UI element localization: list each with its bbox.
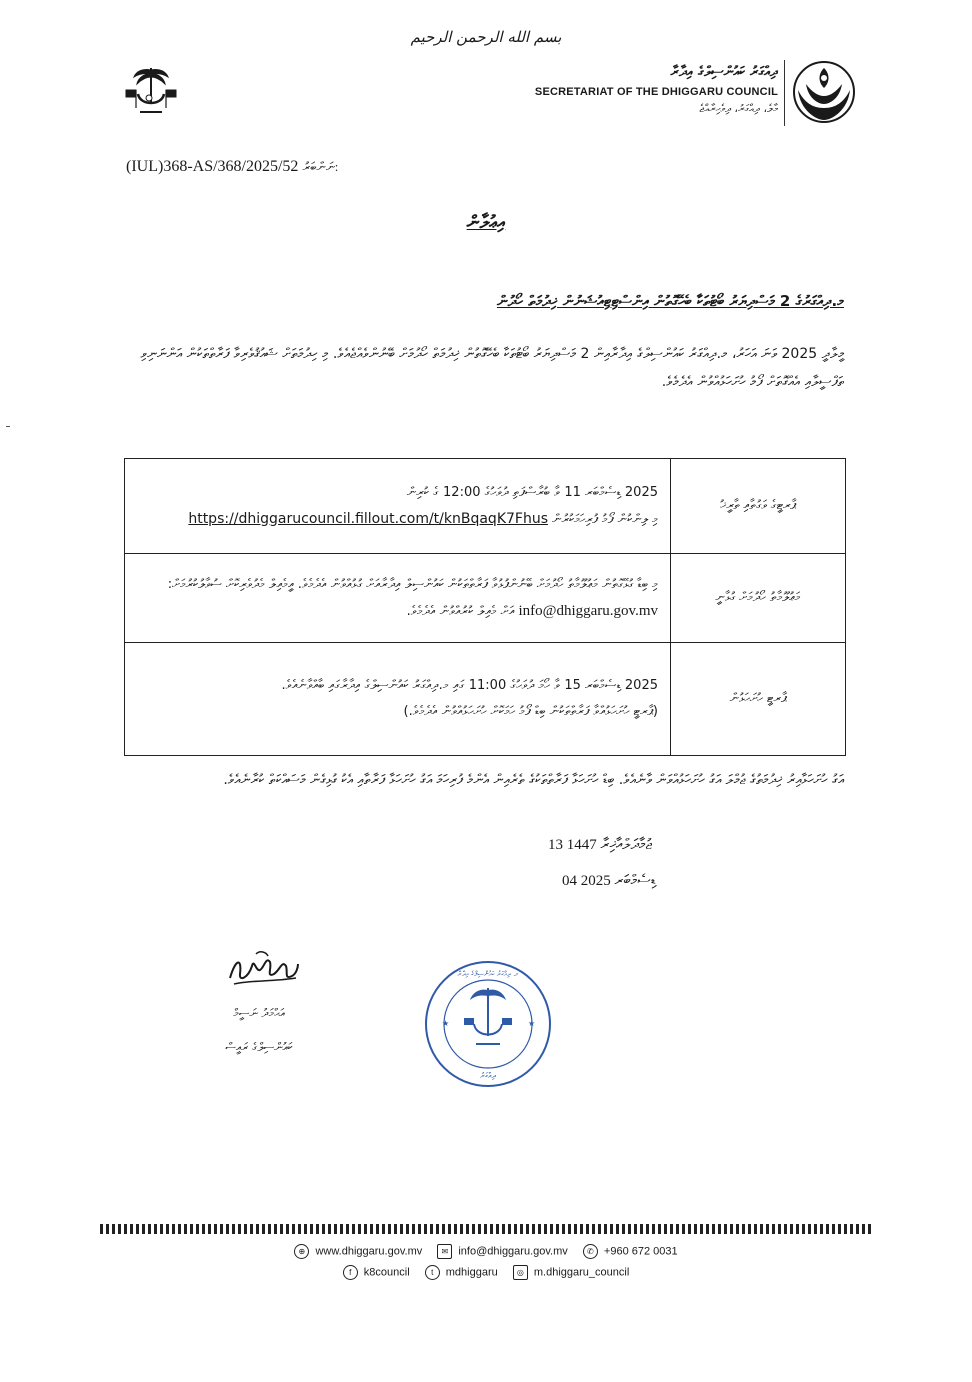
mail-icon: ✉ (437, 1244, 452, 1259)
instagram-text: m.dhiggaru_council (533, 1266, 630, 1279)
subject-line: މ.ދިއްގަރުގެ 2 މަސްދިޔަރު ބޯޓުތަކާ ބެހޭގޮތުން އިންސްޓިޓިއުޝަނުން ޚިދުމަތް ހޯދުން (496, 292, 844, 310)
hijri-date (548, 836, 652, 854)
margin-mark (6, 426, 10, 427)
intro-paragraph: މީލާދީ 2025 ވަނަ އަހަރު، މ.ދިއްގަރު ކައުންސިލްގެ އިދާރާއިން 2 މަސްދިޔަރު ބޯޓުތަކާ ބެހޭގޮތުން ޚިދުމަތް ހޯދުމަށް ބޭނުންވެއްޖެއެވެ. މި ހިދުމަތަށް ޝައުޤުވެރިވާ ފަރާތްތަކުން އަންނަނިވި ތަފްސީލާއި އެއްގޮތަށް ފޯމު ހުށަހަޅުއްވުން އެދެމެވެ. (140, 346, 844, 390)
row-text: މި ބިޑާ ގުޅޭގޮތުން މަޢުލޫމާތު ހޯދުމަށް ބޭނުންފުޅުވާ ފަރާތްތަކުން ކައުންސިލް އިދާރާއަށް ގުޅުއްވުން އެދެމެވެ. އީމެއިލް މެދުވެރިކޮށް ސުވާލުކުރުމަށް: (167, 576, 658, 592)
greg-day: 04 (562, 873, 577, 889)
row-text-suffix: އަށް މެއިލް ކުރުއްވުން އެދެމެވެ. (406, 603, 515, 619)
twitter-icon: t (425, 1265, 440, 1280)
twitter-text: mdhiggaru (445, 1266, 498, 1279)
phone-icon: ✆ (583, 1244, 598, 1259)
council-name-dhivehi: ދިއްގަރު ކައުންސިލްގެ އިދާރާ (670, 64, 778, 80)
reference-label: ނަންބަރު: (302, 159, 339, 174)
website-text: www.dhiggaru.gov.mv (315, 1245, 423, 1258)
footer-phone[interactable] (583, 1244, 678, 1259)
hijri-month: ޖުމާދަލްއާޚިރާ (600, 837, 652, 853)
svg-text:★: ★ (528, 1019, 536, 1028)
row-content (125, 643, 671, 756)
table-row (125, 459, 846, 554)
row-text: 2025 ޑިސެމްބަރ 11 ވާ ބުރާސްފަތި ދުވަހުގެ 12:00 ގެ ކުރިން (406, 484, 658, 500)
signatory-name: އަޙްމަދު ނަސީމް (233, 1006, 285, 1020)
maldives-emblem-icon (118, 62, 184, 124)
council-seal-stamp (422, 958, 554, 1090)
footer-instagram[interactable] (513, 1265, 629, 1280)
header-divider (784, 60, 785, 126)
facebook-text: k8council (363, 1266, 410, 1279)
reference-number: (IUL)368-AS/368/2025/52 (126, 158, 299, 175)
council-logo-icon (792, 60, 856, 124)
footer-twitter[interactable] (425, 1265, 498, 1280)
footer-email[interactable] (437, 1244, 567, 1259)
contact-email-link[interactable]: info@dhiggaru.gov.mv (518, 602, 658, 619)
seal-ring-text: މ. ދިއްގަރު ކައުންސިލްގެ އިދާރާ (457, 970, 519, 978)
hijri-day: 13 (548, 837, 563, 853)
greg-month: ޑިސެމްބަރ (614, 873, 656, 889)
phone-text: +960 672 0031 (603, 1245, 678, 1258)
email-text: info@dhiggaru.gov.mv (458, 1245, 568, 1258)
council-address: މާލެ، ދިއްގަރު، ދިވެހިރާއްޖެ (699, 102, 778, 115)
instagram-icon: ◎ (513, 1265, 528, 1280)
greg-year: 2025 (580, 873, 611, 889)
footer-social (0, 1265, 972, 1280)
row-label: ޕާރޓީގެ ވަގުތާއި ތާރީޚު (671, 459, 846, 554)
closing-paragraph: އަގު ހުށަހަޅާއިރު ޚިދުމަތުގެ ޖުމްލަ އަގު ހުށަހަޅުއްވަން ވާނެއެވެ. ބިޑް ހުށަހަޅާ ފަރާތްތަކުގެ ތެރެއިން އެންމެ ފުރިހަމަ އަގު ހުށަހަޅާ ފަރާތާއި އެކު ގުޅިގެން މަސައްކަތް ކުރާނެއެވެ. (223, 772, 844, 788)
reference-line (126, 158, 386, 176)
notice-table (124, 458, 846, 756)
row-content (125, 459, 671, 554)
table-row (125, 554, 846, 643)
gregorian-date (562, 872, 656, 890)
facebook-icon: f (343, 1265, 358, 1280)
row-label: މަޢުލޫމާތު ހޯދުމަށް ގުޅާނީ (671, 554, 846, 643)
footer-divider (100, 1224, 872, 1234)
row-text: 2025 ޑިސެމްބަރ 15 ވާ ހޯމަ ދުވަހުގެ 11:00 ގައި މ.ދިއްގަރު ކައުންސިލްގެ އިދާރާގައި ބާއްވާނެއެވެ. (281, 678, 658, 693)
handwritten-signature (226, 948, 302, 990)
svg-text:★: ★ (442, 1019, 450, 1028)
globe-icon: ⊕ (294, 1244, 309, 1259)
row-note: (ޕާރޓީ ހުށަހަޅުއްވާ ފަރާތްތަކުން ބިޑް ފޯމު ހަމަކޮށް ހުށަހަޅުއްވުން އެދެމެވެ.) (403, 704, 658, 719)
table-row (125, 643, 846, 756)
row-label: ޕާރޓީ ހުށަހަޅުން (671, 643, 846, 756)
footer-website[interactable] (294, 1244, 422, 1259)
form-suffix-text: މި ލިންކުން ފޯމު ފުރިހަމަކުރުން (552, 511, 658, 527)
seal-bottom-text: ދިއްގަރު (479, 1071, 497, 1080)
footer-contacts (0, 1244, 972, 1259)
hijri-year: 1447 (566, 837, 597, 853)
basmala: بسم الله الرحمن الرحيم (410, 28, 562, 46)
row-content (125, 554, 671, 643)
signatory-role: ކައުންސިލްގެ ރައީސް (225, 1040, 293, 1054)
form-link[interactable]: https://dhiggarucouncil.fillout.com/t/knBqaqK7Fhus (188, 510, 548, 527)
page-title: އިޢުލާން (466, 212, 506, 233)
footer-facebook[interactable] (343, 1265, 410, 1280)
council-name-english: SECRETARIAT OF THE DHIGGARU COUNCIL (534, 86, 778, 98)
